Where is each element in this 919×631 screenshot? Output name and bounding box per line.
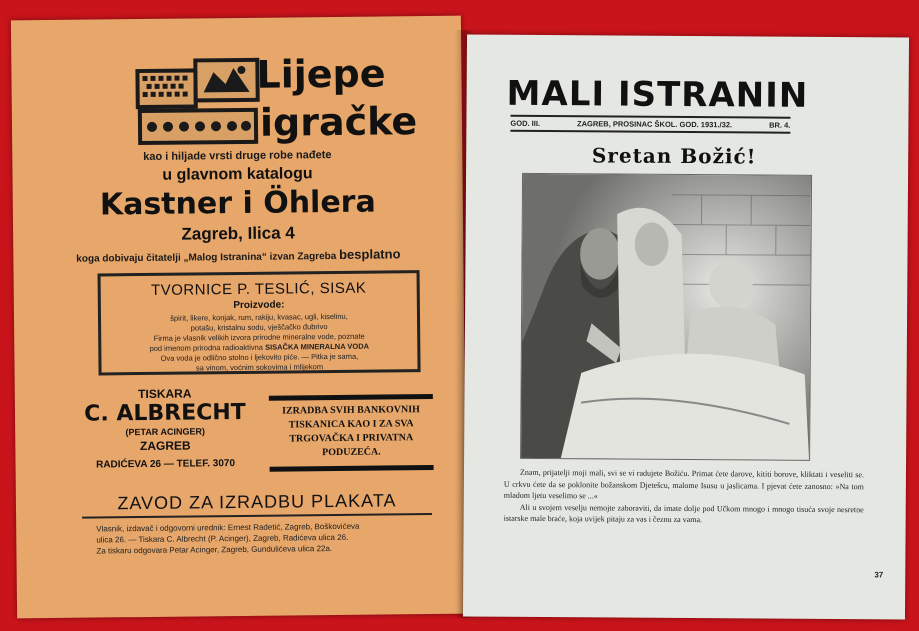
teslic-mineral-water: SISAČKA MINERALNA VODA [265, 341, 370, 352]
teslic-line: sa vinom, voćnim sokovima i mlijekom [195, 362, 324, 373]
teslic-ad-box [98, 270, 421, 375]
issue-date: ZAGREB, PROSINAC ŠKOL. GOD. 1931./32. [577, 119, 733, 130]
teslic-line-text: pod imenom prirodna radioaktivna [149, 342, 264, 353]
ad-title-lijepe: Lijepe [256, 51, 386, 97]
credits-line: Za tiskaru odgovara Petar Acinger, Zagreb, Gundulićeva ulica 22a. [96, 544, 333, 556]
izradba-line: IZRADBA SVIH BANKOVNIH [282, 404, 420, 417]
izradba-bottom-rule [270, 465, 434, 472]
left-page [11, 16, 467, 619]
izradba-line: TISKANICA KAO I ZA SVA [288, 418, 414, 431]
ad-company-name: Kastner i Öhlera [99, 184, 376, 223]
issue-volume: GOD. III. [510, 118, 541, 128]
ad-readers-text: koga dobivaju čitatelji „Malog Istranina“ izvan Zagreba [76, 250, 337, 265]
toys-illustration [133, 54, 264, 147]
teslic-line: potašu, kristalnu sodu, vješčačko đubrivo [190, 322, 328, 333]
imprint-credits [96, 520, 430, 556]
ad-title-igracke: igračke [259, 99, 418, 145]
printer-address: RADIĆEVA 26 — TELEF. 3070 [96, 458, 236, 471]
article-paragraph: Ali u svojem veselju nemojte zaboraviti, da imate dolje pod Učkom mnogo i mnogo tisuća svoje nesretne istarske male braće, koja uvijek pitaju za vas i čeznu za vama. [503, 502, 864, 525]
right-page [463, 34, 909, 619]
ad-readers-free: besplatno [338, 246, 401, 262]
issue-meta [510, 115, 790, 134]
christmas-heading: Sretan Božić! [591, 143, 757, 169]
ad-catalog-line: u glavnom katalogu [162, 165, 313, 184]
article-paragraph: Znam, prijatelji moji mali, svi se vi radujete Božiću. Primat ćete darove, kititi borove, kliktati i veseliti se. U crkvu ćete da se poklonite božanskom Djetešcu, malome Isusu u jaslicama. I pjevat ćete zanosno: »Na tom mladom ljetu veselimo se ...« [503, 467, 865, 501]
printer-name: C. ALBRECHT [84, 399, 246, 427]
nativity-illustration [520, 173, 812, 461]
teslic-line: Firma je vlasnik velikih izvora prirodne mineralne vode, poznate [153, 331, 365, 343]
ad-subtitle: kao i hiljade vrsti druge robe nađete [143, 149, 332, 163]
credits-line: Vlasnik, izdavač i odgovorni urednik: Ernest Radetić, Zagreb, Boškovićeva [96, 521, 360, 534]
teslic-produce-label: Proizvode: [233, 299, 285, 312]
izradba-line: PODUZEĆA. [322, 446, 381, 459]
printer-owner: (PETAR ACINGER) [125, 426, 205, 438]
credits-line: ulica 26. — Tiskara C. Albrecht (P. Acinger), Zagreb, Radićeva ulica 26. [96, 532, 349, 545]
izradba-ad [269, 394, 434, 472]
teslic-line: Ova voda je odlično stolno i ljekovito piće. — Pitka je sama, [160, 351, 359, 363]
teslic-line: špirit, likere, konjak, rum, rakiju, kvasac, ugli, kiselinu, [170, 311, 348, 323]
article-body [504, 467, 864, 527]
printer-ad [75, 386, 256, 471]
ad-readers-note [13, 246, 463, 266]
page-number: 37 [874, 570, 884, 580]
ad-address: Zagreb, Ilica 4 [181, 223, 295, 244]
teslic-title: TVORNICE P. TESLIĆ, SISAK [150, 279, 367, 299]
izradba-line: TRGOVAČKA I PRIVATNA [289, 432, 414, 445]
poster-workshop-heading: ZAVOD ZA IZRADBU PLAKATA [82, 490, 432, 519]
teslic-body [107, 311, 412, 374]
magazine-masthead: MALI ISTRANIN [506, 73, 809, 116]
printer-city: ZAGREB [139, 438, 191, 454]
issue-number: BR. 4. [769, 120, 791, 130]
printer-label: TISKARA [138, 386, 192, 402]
izradba-top-rule [269, 394, 433, 401]
